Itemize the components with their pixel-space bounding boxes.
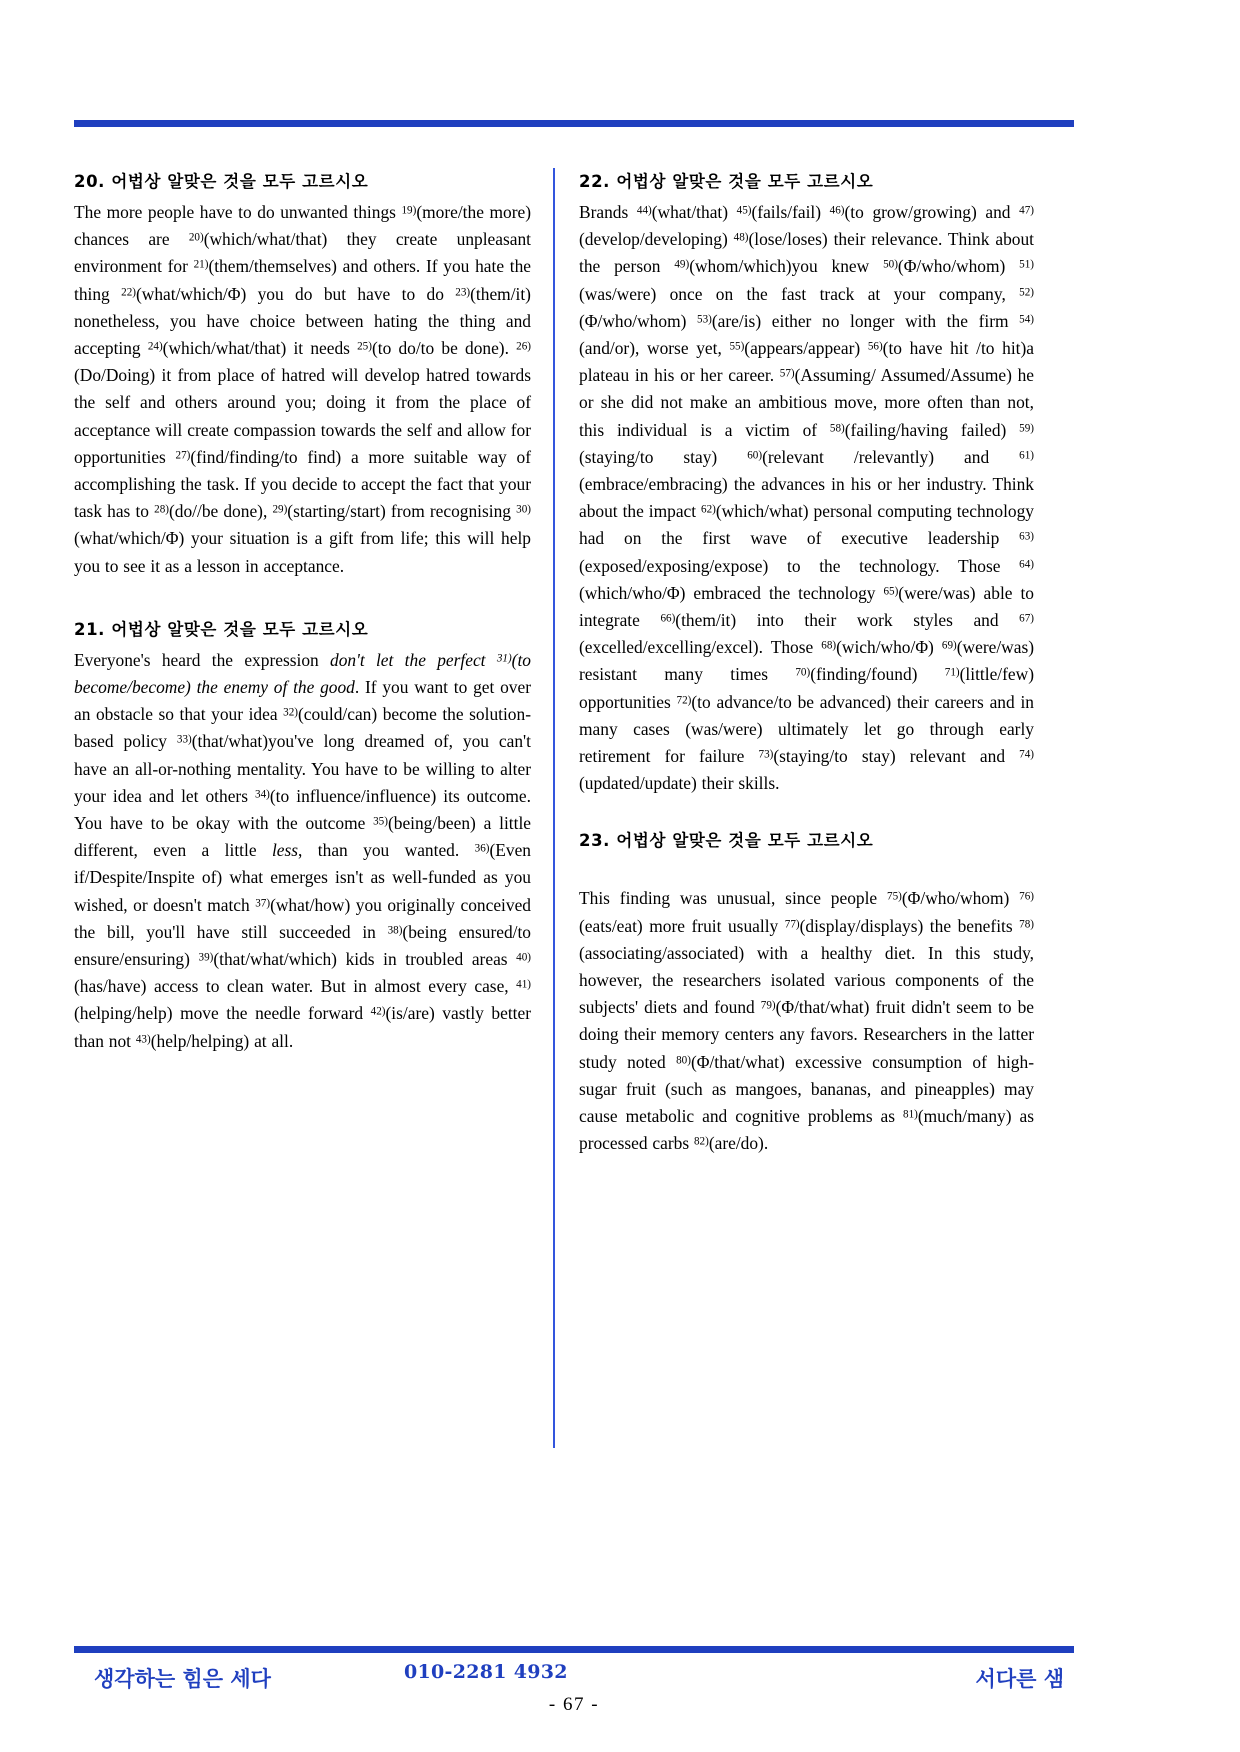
left-column (74, 168, 539, 1438)
bottom-border-rule (74, 1646, 1074, 1653)
question-23-heading: 23. 어법상 알맞은 것을 모두 고르시오 (579, 831, 874, 851)
top-border-rule-inner (74, 124, 1074, 127)
footer-phone-number: 010-2281 4932 (404, 1661, 568, 1683)
footer-brand-left: 생각하는 힘은 세다 (94, 1667, 271, 1691)
question-20-heading: 20. 어법상 알맞은 것을 모두 고르시오 (74, 172, 369, 191)
page-footer (74, 1658, 1074, 1698)
question-22-passage: Brands $^{44)}$(what/that) $^{45)}$(fails/fail) $^{46)}$(to grow/growing) and $^{47)}$(develop/developing) $^{48)}$(lose/loses) their relevance. Think about the person $^{49)}$(whom/which)you knew $^{50)}$(Φ/who/whom) $^{51)}$(was/were) once on the fast track at your company, $^{52)}$(Φ/who/whom) $^{53)}$(are/is) either no longer with the firm $^{54)}$(and/or), worse yet, $^{55)}$(appears/appear) $^{56)}$(to have hit /to hit)a plateau in his or her career. $^{57)}$(Assuming/ Assumed/Assume) he or she did not make an ambitious move, more often than not, this individual is a victim of $^{58)}$(failing/having failed) $^{59)}$(staying/to stay) $^{60)}$(relevant /relevantly) and $^{61)}$(embrace/embracing) the advances in his or her industry. Think about the impact $^{62)}$(which/what) personal computing technology had on the first wave of executive leadership $^{63)}$(exposed/exposing/expose) to the technology. Those $^{64)}$(which/who/Φ) embraced the technology $^{65)}$(were/was) able to integrate $^{66)}$(them/it) into their work styles and $^{67)}$(excelled/excelling/excel). Those $^{68)}$(wich/who/Φ) $^{69)}$(were/was) resistant many times $^{70)}$(finding/found) $^{71)}$(little/few) opportunities $^{72)}$(to advance/to be advanced) their careers and in many cases (was/were) ultimately let go through early retirement for failure $^{73)}$(staying/to stay) relevant and $^{74)}$(updated/update) their skills. (579, 202, 1035, 794)
question-21-passage: Everyone's heard the expression don't let the perfect $^{31)}$(to become/become) the enemy of the good. If you want to get over an obstacle so that your idea $^{32)}$(could/can) become the solution-based policy $^{33)}$(that/what)you've long dreamed of, you can't have an all-or-nothing mentality. You have to be willing to alter your idea and let others $^{34)}$(to influence/influence) its outcome. You have to be okay with the outcome $^{35)}$(being/been) a little different, even a little less, than you wanted. $^{36)}$(Even if/Despite/Inspite of) what emerges isn't as well-funded as you wished, or doesn't match $^{37)}$(what/how) you originally conceived the bill, you'll have still succeeded in $^{38)}$(being ensured/to ensure/ensuring) $^{39)}$(that/what/which) kids in troubled areas $^{40)}$(has/have) access to clean water. But in almost every case, $^{41)}$(helping/help) move the needle forward $^{42)}$(is/are) vastly better than not $^{43)}$(help/helping) at all. (74, 649, 532, 1051)
question-22-heading: 22. 어법상 알맞은 것을 모두 고르시오 (579, 172, 874, 191)
top-border-rule (74, 120, 1074, 127)
question-23-passage: This finding was unusual, since people $^{75)}$(Φ/who/whom) $^{76)}$(eats/eat) more fruit usually $^{77)}$(display/displays) the benefits $^{78)}$(associating/associated) with a healthy diet. In this study, however, the researchers isolated various components of the subjects' diets and found $^{79)}$(Φ/that/what) fruit didn't seem to be doing their memory centers any favors. Researchers in the latter study noted $^{80)}$(Φ/that/what) excessive consumption of high-sugar fruit (such as mangoes, bananas, and pineapples) may cause metabolic and cognitive problems as $^{81)}$(much/many) as processed carbs $^{82)}$(are/do). (579, 888, 1035, 1154)
page-number: - 67 - (548, 1694, 600, 1715)
footer-brand-right: 서다른 샘 (975, 1667, 1064, 1691)
right-column (539, 168, 1034, 1438)
content-columns (74, 168, 1074, 1438)
question-20-passage: The more people have to do unwanted things $^{19)}$(more/the more) chances are $^{20)}$(which/what/that) they create unpleasant environment for $^{21)}$(them/themselves) and others. If you hate the thing $^{22)}$(what/which/Φ) you do but have to do $^{23)}$(them/it) nonetheless, you have choice between hating the thing and accepting $^{24)}$(which/what/that) it needs $^{25)}$(to do/to be done). $^{26)}$(Do/Doing) it from place of hatred will develop hatred towards the self and others around you; doing it from the place of acceptance will create compassion towards the self and allow for opportunities $^{27)}$(find/finding/to find) a more suitable way of accomplishing the task. If you decide to accept the fact that your task has to $^{28)}$(do//be done), $^{29)}$(starting/start) from recognising $^{30)}$(what/which/Φ) your situation is a gift from life; this will help you to see it as a lesson in acceptance. (74, 202, 532, 576)
question-21-heading: 21. 어법상 알맞은 것을 모두 고르시오 (74, 619, 369, 639)
